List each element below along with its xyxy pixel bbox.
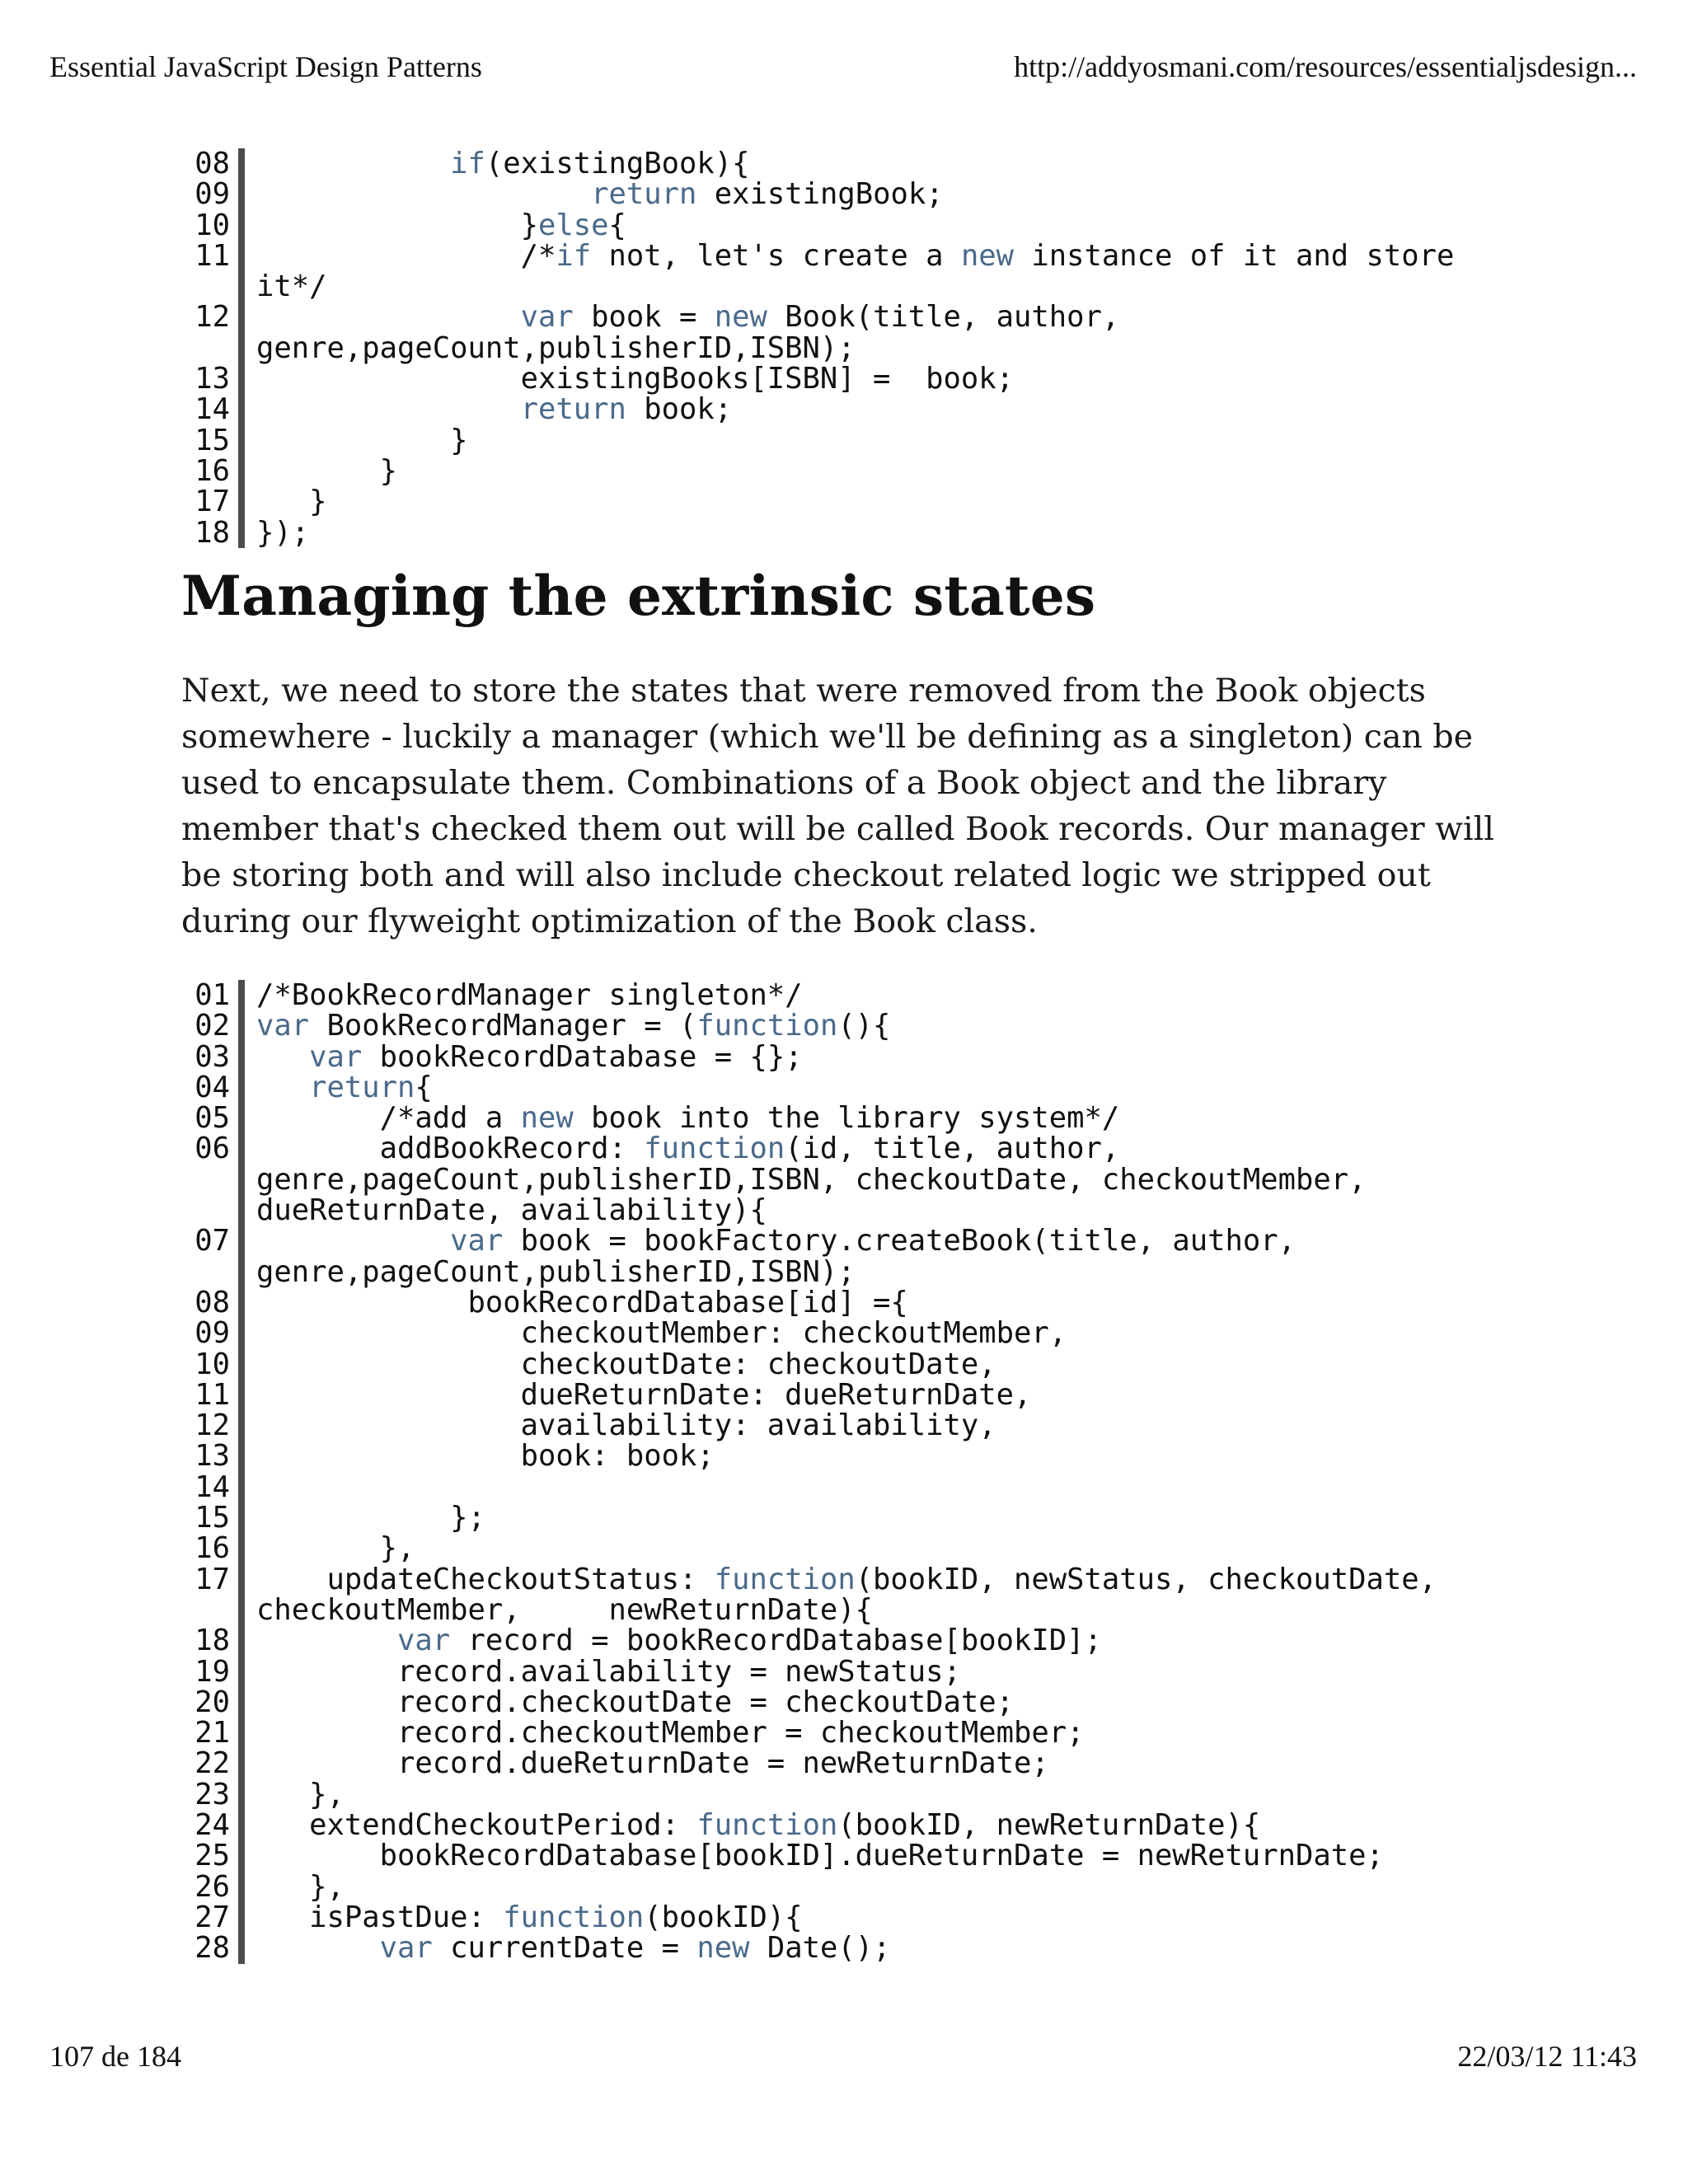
- code-line: [177, 1101, 1529, 1136]
- code-line: [177, 1410, 1529, 1441]
- code-line: [177, 1531, 1529, 1566]
- code-text: dueReturnDate: dueReturnDate,: [256, 1377, 1032, 1412]
- code-line: [177, 1502, 1529, 1533]
- code-line: [177, 1072, 1529, 1103]
- line-number: 20: [177, 1687, 245, 1718]
- code-line: [177, 1592, 1529, 1627]
- code-text: record.availability = newStatus;: [256, 1654, 961, 1689]
- line-number: 25: [177, 1840, 245, 1871]
- code-text: return{: [309, 1070, 433, 1104]
- line-number: 18: [177, 518, 245, 548]
- line-number: 28: [177, 1933, 245, 1963]
- code-text: /*if not, let's create a new instance of it and store: [256, 238, 1455, 273]
- code-text: var currentDate = new Date();: [379, 1931, 891, 1966]
- code-text: var bookRecordDatabase = {};: [309, 1039, 803, 1074]
- code-line: [177, 1287, 1529, 1318]
- line-number: 09: [177, 179, 245, 209]
- code-line: [177, 1564, 1529, 1595]
- code-line: [177, 300, 1529, 335]
- code-line: [177, 1133, 1529, 1164]
- page-number: 107 de 184: [49, 2040, 181, 2073]
- code-text: book: book;: [256, 1439, 715, 1474]
- code-text: return book;: [520, 392, 733, 427]
- code-line: [177, 1902, 1529, 1933]
- code-line: [177, 1931, 1529, 1966]
- code-text: },: [256, 1869, 345, 1904]
- code-line: [177, 1439, 1529, 1474]
- line-number: 24: [177, 1810, 245, 1840]
- line-number: 10: [177, 1349, 245, 1380]
- line-number: 08: [177, 148, 245, 179]
- code-line: [177, 1254, 1529, 1289]
- code-line: [177, 453, 1529, 488]
- line-number: 16: [177, 456, 245, 486]
- code-text: updateCheckoutStatus: function(bookID, newStatus, checkoutDate,: [256, 1562, 1437, 1596]
- code-text: extendCheckoutPeriod: function(bookID, newReturnDate){: [256, 1808, 1261, 1843]
- code-line: [177, 1687, 1529, 1718]
- code-text: return existingBook;: [591, 177, 944, 212]
- code-text: /*add a new book into the library system*/: [256, 1101, 1120, 1136]
- code-line: [177, 392, 1529, 427]
- document-title: Essential JavaScript Design Patterns: [49, 50, 482, 83]
- code-text: record.checkoutMember = checkoutMember;: [256, 1716, 1085, 1750]
- line-number: 16: [177, 1533, 245, 1563]
- line-number: 07: [177, 1226, 245, 1256]
- code-line: [177, 486, 1529, 517]
- line-number: 17: [177, 486, 245, 517]
- line-number: 23: [177, 1779, 245, 1810]
- code-text: record.dueReturnDate = newReturnDate;: [256, 1746, 1049, 1781]
- line-number: 18: [177, 1625, 245, 1656]
- code-text: var record = bookRecordDatabase[bookID];: [396, 1624, 1102, 1658]
- line-number: 10: [177, 210, 245, 241]
- code-text: var book = bookFactory.createBook(title, author,: [450, 1224, 1296, 1258]
- line-number: 14: [177, 394, 245, 424]
- code-line: [177, 1377, 1529, 1412]
- source-url: http://addyosmani.com/resources/essentialjsdesign...: [1014, 50, 1637, 83]
- code-block-1: [177, 148, 1529, 548]
- code-text: },: [256, 1531, 415, 1566]
- line-number: 03: [177, 1042, 245, 1072]
- code-text: }else{: [256, 208, 626, 242]
- code-line: [177, 1349, 1529, 1380]
- code-line: [177, 1779, 1529, 1810]
- code-text: addBookRecord: function(id, title, author,: [256, 1132, 1120, 1166]
- section-heading: Managing the extrinsic states: [181, 564, 1096, 628]
- line-number: [177, 333, 245, 363]
- line-number: 17: [177, 1564, 245, 1595]
- code-text: };: [256, 1501, 485, 1535]
- code-line: [177, 1748, 1529, 1779]
- line-number: 02: [177, 1010, 245, 1041]
- line-number: 08: [177, 1287, 245, 1318]
- line-number: 26: [177, 1872, 245, 1902]
- code-text: }: [256, 453, 397, 488]
- code-line: [177, 1625, 1529, 1656]
- print-datetime: 22/03/12 11:43: [1457, 2040, 1637, 2073]
- line-number: 21: [177, 1718, 245, 1748]
- code-text: dueReturnDate, availability){: [256, 1193, 767, 1228]
- code-text: },: [256, 1777, 345, 1811]
- code-line: [177, 177, 1529, 212]
- code-text: });: [256, 515, 310, 550]
- code-text: existingBooks[ISBN] = book;: [256, 362, 1015, 396]
- code-line: [177, 980, 1529, 1010]
- code-line: [177, 330, 1529, 365]
- line-number: [177, 1165, 245, 1195]
- code-line: [177, 238, 1529, 273]
- code-text: /*BookRecordManager singleton*/: [256, 978, 803, 1012]
- line-number: 22: [177, 1748, 245, 1779]
- code-text: checkoutMember, newReturnDate){: [256, 1592, 874, 1627]
- code-text: checkoutDate: checkoutDate,: [256, 1347, 996, 1381]
- line-number: 12: [177, 1410, 245, 1441]
- code-text: if(existingBook){: [450, 147, 750, 180]
- code-text: genre,pageCount,publisherID,ISBN);: [256, 1254, 856, 1289]
- code-text: checkoutMember: checkoutMember,: [256, 1316, 1067, 1351]
- line-number: [177, 271, 245, 302]
- code-text: bookRecordDatabase[bookID].dueReturnDate = newReturnDate;: [256, 1839, 1384, 1873]
- line-number: 01: [177, 980, 245, 1010]
- code-text: record.checkoutDate = checkoutDate;: [256, 1685, 1015, 1719]
- code-text: bookRecordDatabase[id] ={: [256, 1285, 908, 1319]
- code-line: [177, 425, 1529, 456]
- line-number: [177, 1257, 245, 1287]
- line-number: 19: [177, 1657, 245, 1687]
- code-line: [177, 1808, 1529, 1843]
- line-number: 11: [177, 241, 245, 271]
- line-number: 04: [177, 1072, 245, 1103]
- code-line: [177, 1162, 1529, 1197]
- section-paragraph: Next, we need to store the states that were removed from the Book objects somewhere - luckily a manager (which we'll be defining as a singleton) can be used to encapsulate them. Combinations of a Book object and the library member that's checked them out will be called Book records. Our manager will be storing both and will also include checkout related logic we stripped out during our flyweight optimization of the Book class.: [181, 672, 1494, 940]
- code-line: [177, 1469, 1529, 1504]
- code-text: genre,pageCount,publisherID,ISBN);: [256, 330, 856, 365]
- code-text: var book = new Book(title, author,: [520, 300, 1120, 335]
- code-line: [177, 1010, 1529, 1041]
- code-line: [177, 363, 1529, 394]
- line-number: 14: [177, 1472, 245, 1502]
- code-line: [177, 1226, 1529, 1256]
- line-number: 09: [177, 1318, 245, 1348]
- code-text: }: [256, 423, 468, 457]
- code-text: }: [256, 485, 327, 519]
- code-text: it*/: [256, 269, 327, 304]
- code-line: [177, 210, 1529, 241]
- line-number: 15: [177, 1502, 245, 1533]
- code-block-2: [177, 980, 1529, 1964]
- line-number: 11: [177, 1380, 245, 1410]
- line-number: 13: [177, 1441, 245, 1471]
- line-number: [177, 1595, 245, 1625]
- code-line: [177, 271, 1529, 302]
- code-line: [177, 148, 1529, 179]
- line-number: 15: [177, 425, 245, 456]
- code-line: [177, 1869, 1529, 1904]
- code-text: var BookRecordManager = (function(){: [256, 1009, 891, 1043]
- code-text: genre,pageCount,publisherID,ISBN, checkoutDate, checkoutMember,: [256, 1162, 1367, 1197]
- code-line: [177, 1840, 1529, 1871]
- code-line: [177, 1195, 1529, 1226]
- code-text: availability: availability,: [256, 1408, 996, 1443]
- line-number: 06: [177, 1133, 245, 1164]
- line-number: 05: [177, 1103, 245, 1133]
- code-line: [177, 1718, 1529, 1748]
- line-number: [177, 1195, 245, 1226]
- code-text: [245, 1472, 1529, 1502]
- code-line: [177, 515, 1529, 550]
- line-number: 12: [177, 302, 245, 332]
- code-line: [177, 1316, 1529, 1351]
- code-text: isPastDue: function(bookID){: [256, 1900, 803, 1934]
- code-line: [177, 1039, 1529, 1074]
- line-number: 27: [177, 1902, 245, 1933]
- line-number: 13: [177, 363, 245, 394]
- code-line: [177, 1654, 1529, 1689]
